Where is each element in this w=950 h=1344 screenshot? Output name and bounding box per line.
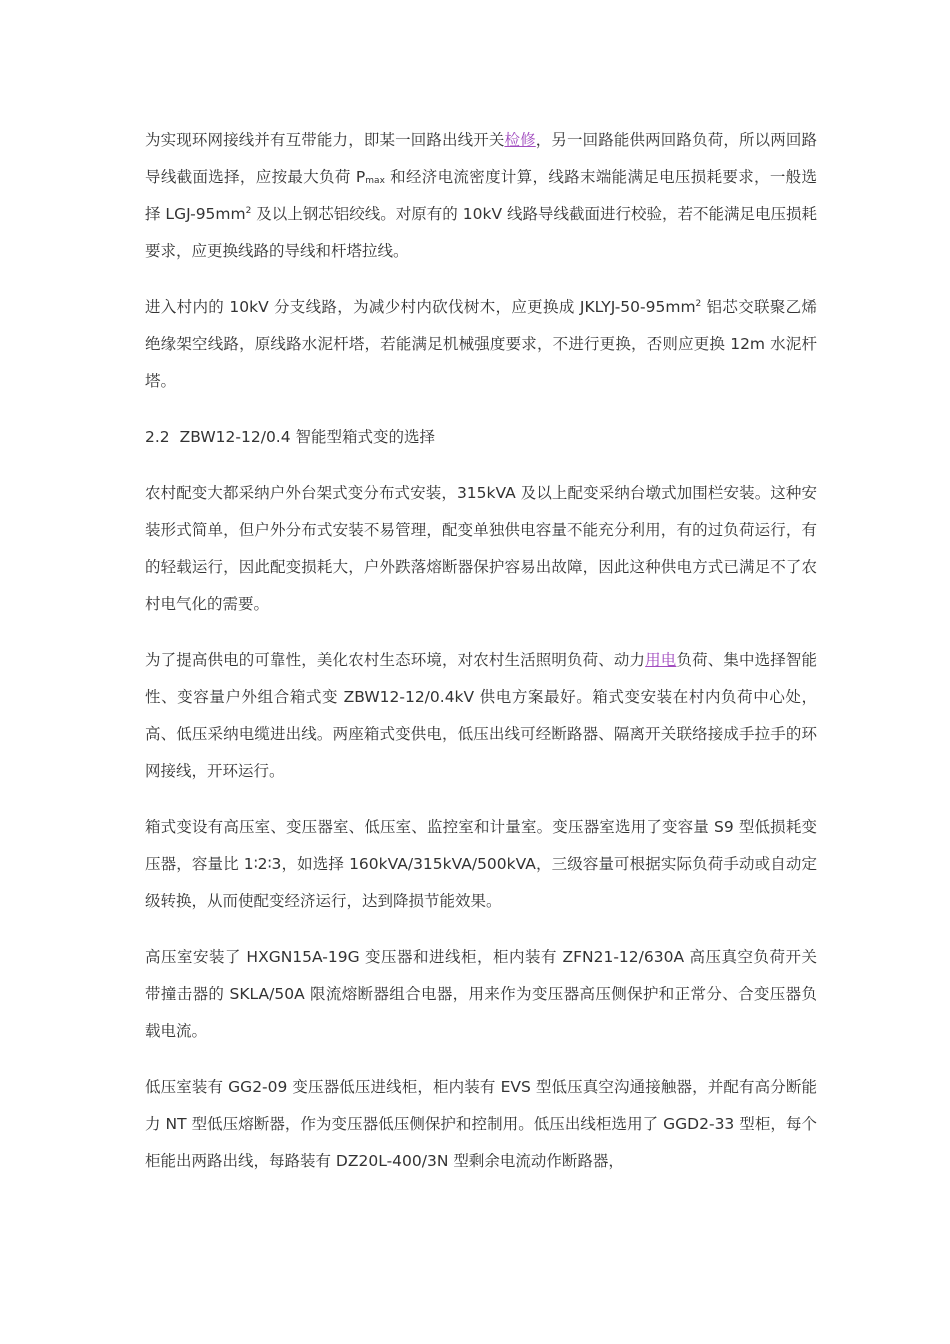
paragraph-branch-line — [145, 289, 817, 400]
paragraph-low-voltage-room: 低压室装有 GG2-09 变压器低压进线柜，柜内装有 EVS 型低压真空沟通接触器，并配有高分断能力 NT 型低压熔断器，作为变压器低压侧保护和控制用。低压出线柜选用了 GGD2-33 型柜，每个柜能出两路出线，每路装有 DZ20L-400/3N 型剩余电流动作断路器， — [145, 1078, 817, 1170]
paragraph-ring-network-conductor — [145, 122, 817, 270]
section-title: ZBW12-12/0.4 智能型箱式变的选择 — [179, 428, 436, 446]
text-run: 为实现环网接线并有互带能力，即某一回路出线开关 — [145, 131, 505, 149]
superscript-2: 2 — [245, 206, 252, 216]
section-number: 2.2 — [145, 428, 170, 446]
subscript-max: max — [365, 176, 385, 186]
document-body — [145, 122, 817, 1199]
text-run: 及以上钢芯铝绞线。对原有的 10kV 线路导线截面进行校验，若不能满足电压损耗要求，应更换线路的导线和杆塔拉线。 — [145, 205, 818, 260]
paragraph-high-voltage-room: 高压室安装了 HXGN15A-19G 变压器和进线柜，柜内装有 ZFN21-12/630A 高压真空负荷开关带撞击器的 SKLA/50A 限流熔断器组合电器，用来作为变压器高压侧保护和正常分、合变压器负载电流。 — [145, 948, 817, 1040]
superscript-2: 2 — [695, 299, 702, 309]
text-run: 负荷、集中选择智能性、变容量户外组合箱式变 ZBW12-12/0.4kV 供电方案最好。箱式变安装在村内负荷中心处，高、低压采纳电缆进出线。两座箱式变供电，低压出线可经断路器、隔离开关联络接成手拉手的环网接线，开环运行。 — [145, 651, 817, 780]
text-run: 为了提高供电的可靠性，美化农村生态环境，对农村生活照明负荷、动力 — [145, 651, 646, 669]
text-run: 铝芯交联聚乙烯绝缘架空线路，原线路水泥杆塔，若能满足机械强度要求，不进行更换，否则应更换 12m 水泥杆塔。 — [145, 298, 817, 390]
text-run: ，另一回路能供两回路负荷，所以两回路导线截面选择，应按最大负荷 P — [145, 131, 817, 186]
text-run: 和经济电流密度计算，线路末端能满足电压损耗要求，一般选择 LGJ-95mm — [145, 168, 817, 223]
link-repair[interactable]: 检修 — [504, 131, 536, 149]
text-run: 进入村内的 10kV 分支线路，为减少村内砍伐树木，应更换成 JKLYJ-50-95mm — [145, 298, 696, 316]
link-power-usage[interactable]: 用电 — [645, 651, 677, 669]
paragraph-box-substation-scheme — [145, 642, 817, 790]
section-heading — [145, 419, 817, 456]
paragraph-transformer-room: 箱式变设有高压室、变压器室、低压室、监控室和计量室。变压器室选用了变容量 S9 型低损耗变压器，容量比 1∶2∶3，如选择 160kVA/315kVA/500kVA，三级容量可根据实际负荷手动或自动定级转换，从而使配变经济运行，达到降损节能效果。 — [145, 818, 817, 910]
paragraph-rural-transformer: 农村配变大都采纳户外台架式变分布式安装，315kVA 及以上配变采纳台墩式加围栏安装。这种安装形式简单，但户外分布式安装不易管理，配变单独供电容量不能充分利用，有的过负荷运行，有的轻载运行，因此配变损耗大，户外跌落熔断器保护容易出故障，因此这种供电方式已满足不了农村电气化的需要。 — [145, 484, 817, 613]
